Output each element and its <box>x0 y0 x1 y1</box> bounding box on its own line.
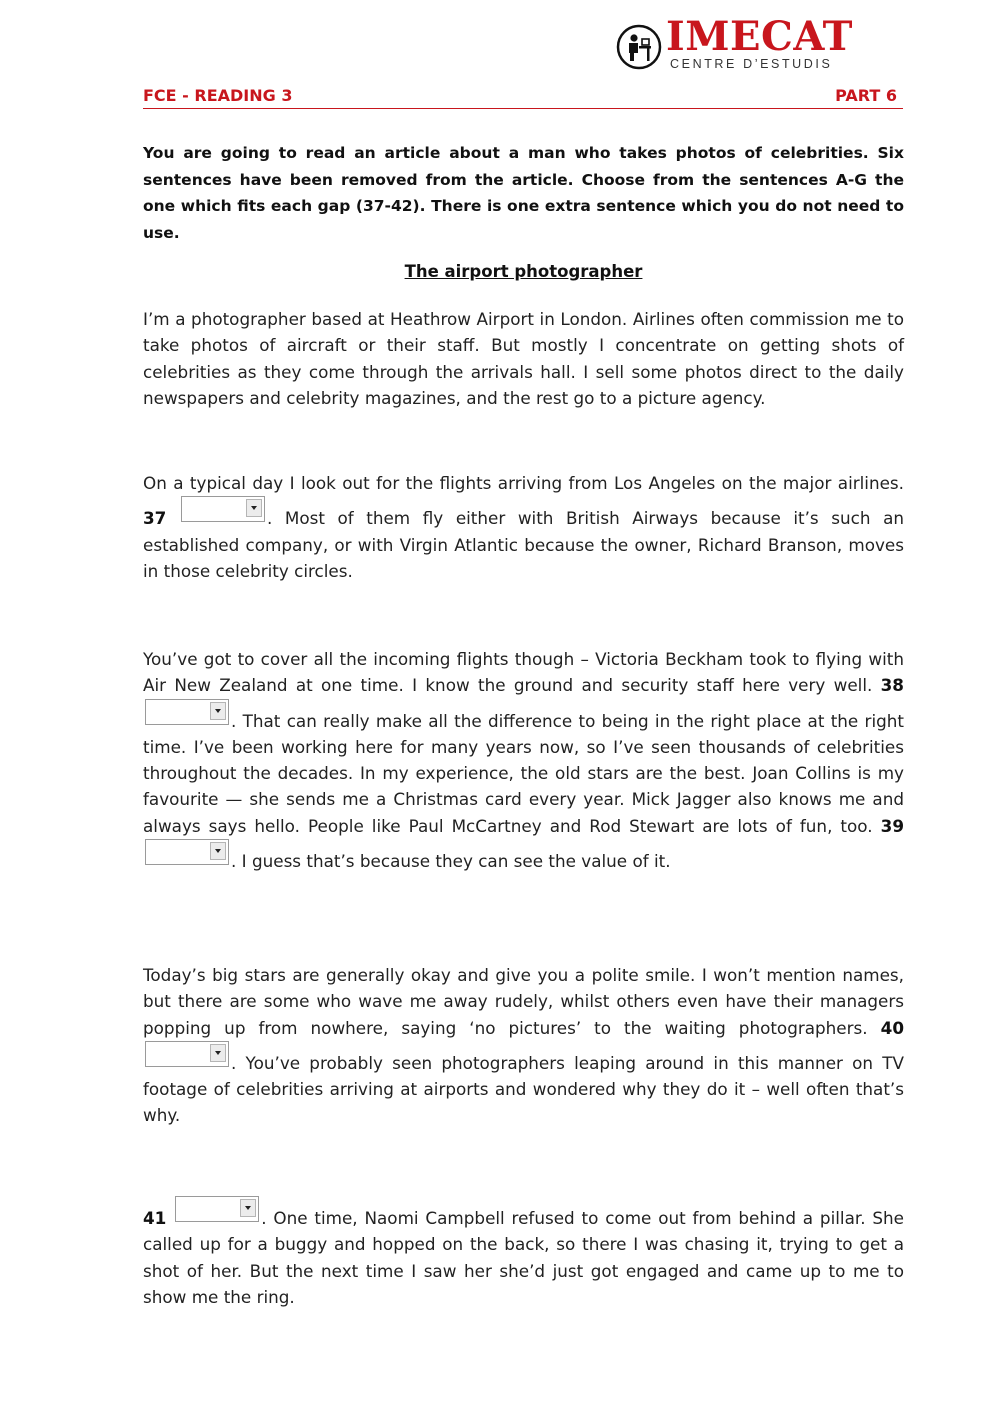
imecat-logo <box>616 13 856 72</box>
gap-41-dropdown[interactable] <box>175 1196 259 1222</box>
gap-number-40: 40 <box>880 1017 904 1038</box>
paragraph-4-text-before: Today’s big stars are generally okay and give you a polite smile. I won’t mention names, but there are some who wave me away rudely, whilst others even have their managers popping up from nowhere, saying ‘no pictures’ to the waiting photographers. <box>143 965 904 1038</box>
header-exam-title: FCE - READING 3 <box>143 86 293 105</box>
gap-number-38: 38 <box>880 675 904 696</box>
desk-person-icon <box>616 24 662 70</box>
chevron-down-icon[interactable] <box>210 842 226 860</box>
chevron-down-icon[interactable] <box>246 499 262 517</box>
paragraph-5 <box>143 1196 904 1310</box>
task-instructions: You are going to read an article about a man who takes photos of celebrities. Six sentences have been removed from the article. Choose from the sentences A-G the one which fits each gap (37-42). There is one extra sentence which you do not need to use. <box>143 144 904 242</box>
paragraph-3-text-after: . I guess that’s because they can see the value of it. <box>231 851 671 872</box>
paragraph-1 <box>143 306 904 411</box>
paragraph-3-text-middle: . That can really make all the difference to being in the right place at the right time. I’ve been working here for many years now, so I’ve seen thousands of celebrities throughout the decades. In my experience, the old stars are the best. Joan Collins is my favourite — she sends me a Christmas card every year. Mick Jagger also knows me and always says hello. People like Paul McCartney and Rod Stewart are lots of fun, too. <box>143 710 904 836</box>
gap-39-dropdown[interactable] <box>145 839 229 865</box>
paragraph-2 <box>143 470 904 584</box>
page-header <box>143 84 903 109</box>
logo-wordmark: IMECAT <box>666 13 853 60</box>
paragraph-2-text-before: On a typical day I look out for the flights arriving from Los Angeles on the major airlines. <box>143 473 904 493</box>
gap-37-dropdown[interactable] <box>181 496 265 522</box>
paragraph-5-text-after: . One time, Naomi Campbell refused to come out from behind a pillar. She called up for a buggy and hopped on the back, so there I was chasing it, trying to get a shot of her. But the next time I saw her she’d just got engaged and came up to me to show me the ring. <box>143 1208 904 1307</box>
logo-subtitle: CENTRE D’ESTUDIS <box>670 57 833 71</box>
gap-38-dropdown[interactable] <box>145 699 229 725</box>
article-title: The airport photographer <box>404 262 643 281</box>
header-part-label: PART 6 <box>835 86 897 105</box>
chevron-down-icon[interactable] <box>240 1199 256 1217</box>
paragraph-4 <box>143 962 904 1129</box>
paragraph-3-text-before: You’ve got to cover all the incoming flights though – Victoria Beckham took to flying with Air New Zealand at one time. I know the ground and security staff here very well. <box>143 649 904 696</box>
chevron-down-icon[interactable] <box>210 1044 226 1062</box>
paragraph-1-text: I’m a photographer based at Heathrow Airport in London. Airlines often commission me to take photos of aircraft or their staff. But mostly I concentrate on getting shots of celebrities as they come through the arrivals hall. I sell some photos direct to the daily newspapers and celebrity magazines, and the rest go to a picture agency. <box>143 309 904 408</box>
paragraph-3 <box>143 646 904 874</box>
paragraph-4-text-after: . You’ve probably seen photographers leaping around in this manner on TV footage of celebrities arriving at airports and wondered why they do it – well often that’s why. <box>143 1052 904 1126</box>
gap-40-dropdown[interactable] <box>145 1041 229 1067</box>
gap-number-37: 37 <box>143 508 167 529</box>
paragraph-2-text-after: . Most of them fly either with British Airways because it’s such an established company, or with Virgin Atlantic because the owner, Richard Branson, moves in those celebrity circles. <box>143 508 904 581</box>
gap-number-41: 41 <box>143 1208 167 1228</box>
gap-number-39: 39 <box>880 815 904 836</box>
chevron-down-icon[interactable] <box>210 702 226 720</box>
